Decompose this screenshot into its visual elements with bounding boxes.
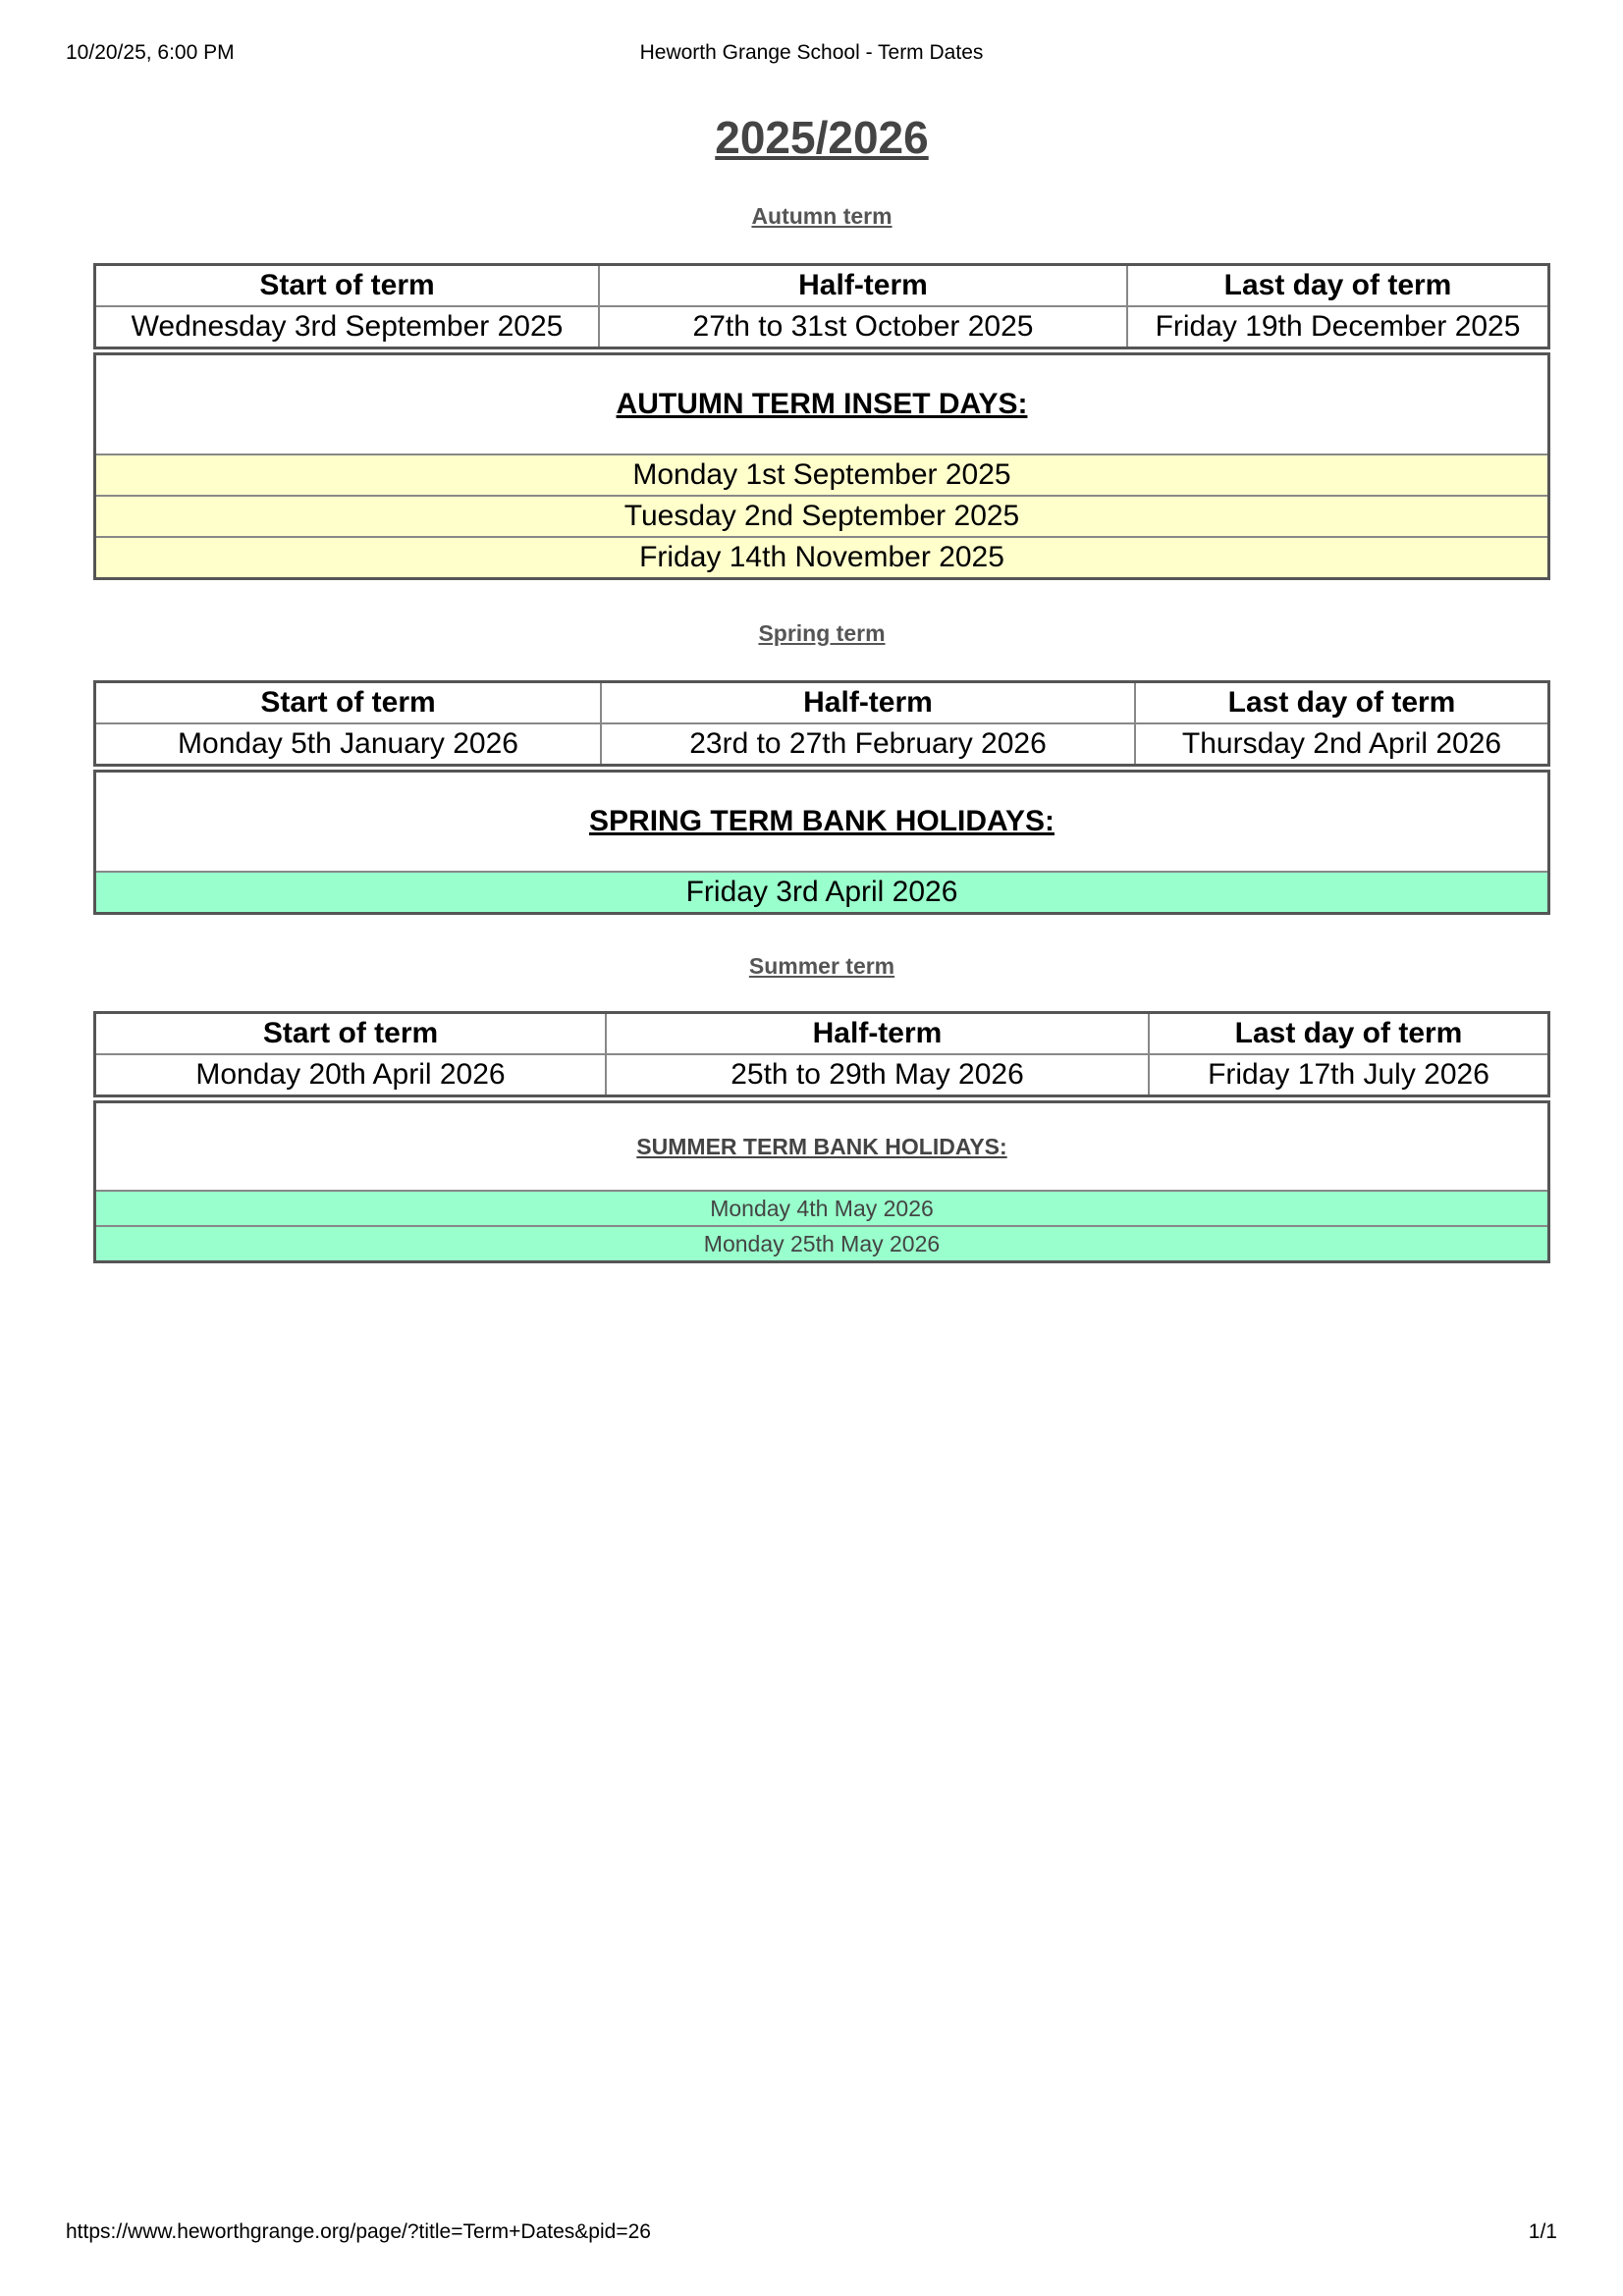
autumn-inset-days-table xyxy=(93,352,1550,580)
col-start-of-term: Start of term xyxy=(95,1013,607,1055)
inset-day: Monday 1st September 2025 xyxy=(95,454,1549,496)
autumn-dates-table xyxy=(93,263,1550,349)
spring-half-term: 23rd to 27th February 2026 xyxy=(601,723,1135,766)
inset-day: Tuesday 2nd September 2025 xyxy=(95,496,1549,537)
bank-holiday: Monday 25th May 2026 xyxy=(95,1226,1549,1262)
summer-term-heading: Summer term xyxy=(748,953,895,979)
page-title: 2025/2026 xyxy=(715,112,929,163)
spring-start: Monday 5th January 2026 xyxy=(95,723,602,766)
col-start-of-term: Start of term xyxy=(95,265,600,307)
spring-bank-holidays-title: SPRING TERM BANK HOLIDAYS: xyxy=(589,805,1055,837)
autumn-inset-title: AUTUMN TERM INSET DAYS: xyxy=(616,388,1028,420)
summer-bank-holidays-table xyxy=(93,1100,1550,1263)
inset-day: Friday 14th November 2025 xyxy=(95,537,1549,579)
summer-dates-table xyxy=(93,1011,1550,1097)
col-last-day: Last day of term xyxy=(1127,265,1549,307)
print-page-number: 1/1 xyxy=(1528,2220,1557,2243)
bank-holiday: Monday 4th May 2026 xyxy=(95,1191,1549,1226)
col-last-day: Last day of term xyxy=(1135,682,1549,724)
col-half-term: Half-term xyxy=(601,682,1135,724)
bank-holiday: Friday 3rd April 2026 xyxy=(95,872,1549,914)
spring-bank-holidays-table xyxy=(93,770,1550,915)
col-half-term: Half-term xyxy=(599,265,1127,307)
autumn-last-day: Friday 19th December 2025 xyxy=(1127,306,1549,348)
print-page-title: Heworth Grange School - Term Dates xyxy=(639,41,984,64)
print-url: https://www.heworthgrange.org/page/?title=Term+Dates&pid=26 xyxy=(66,2220,651,2243)
spring-last-day: Thursday 2nd April 2026 xyxy=(1135,723,1549,766)
col-half-term: Half-term xyxy=(606,1013,1149,1055)
autumn-half-term: 27th to 31st October 2025 xyxy=(599,306,1127,348)
autumn-term-heading: Autumn term xyxy=(751,203,893,229)
summer-half-term: 25th to 29th May 2026 xyxy=(606,1054,1149,1096)
col-last-day: Last day of term xyxy=(1149,1013,1549,1055)
autumn-start: Wednesday 3rd September 2025 xyxy=(95,306,600,348)
col-start-of-term: Start of term xyxy=(95,682,602,724)
spring-dates-table xyxy=(93,680,1550,767)
summer-bank-holidays-title: SUMMER TERM BANK HOLIDAYS: xyxy=(636,1133,1007,1159)
summer-last-day: Friday 17th July 2026 xyxy=(1149,1054,1549,1096)
print-datetime: 10/20/25, 6:00 PM xyxy=(66,41,235,64)
spring-term-heading: Spring term xyxy=(758,620,886,646)
summer-start: Monday 20th April 2026 xyxy=(95,1054,607,1096)
